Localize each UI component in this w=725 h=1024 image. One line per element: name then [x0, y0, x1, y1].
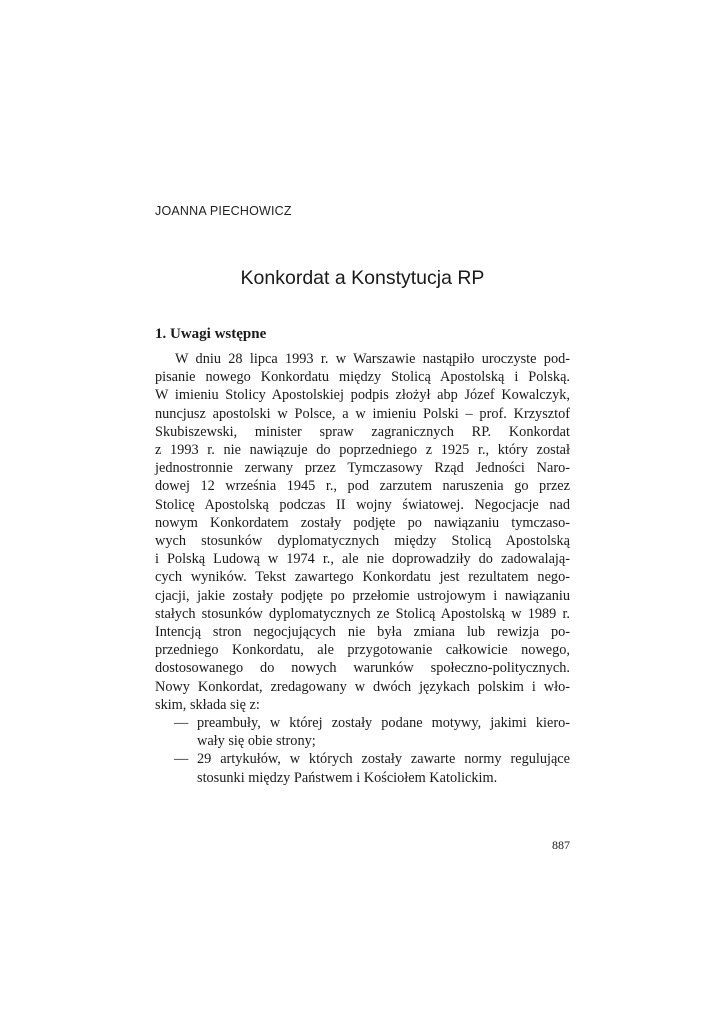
list-item-line: 29 artykułów, w których zostały zawarte normy regulujące [197, 751, 570, 768]
section-body [155, 350, 570, 787]
body-line: jednostronnie zerwany przez Tymczasowy Rząd Jedności Naro- [155, 460, 570, 477]
body-line: Nowy Konkordat, zredagowany w dwóch językach polskim i wło- [155, 678, 570, 695]
list-item-line: wały się obie strony; [197, 733, 316, 750]
body-line: skim, składa się z: [155, 696, 260, 713]
body-line: W dniu 28 lipca 1993 r. w Warszawie nastąpiło uroczyste pod- [175, 351, 570, 367]
body-line: Intencją stron negocjujących nie była zmiana lub rewizja po- [155, 624, 570, 641]
body-line: cjacji, jakie zostały podjęte po przełomie ustrojowym i nawiązaniu [155, 587, 570, 604]
author-name: JOANNA PIECHOWICZ [155, 204, 292, 218]
dash-bullet: — [174, 715, 189, 732]
list-item [155, 714, 570, 750]
body-line: cych wyników. Tekst zawartego Konkordatu jest rezultatem nego- [155, 569, 570, 586]
page-title: Konkordat a Konstytucja RP [240, 267, 485, 289]
body-line: stałych stosunków dyplomatycznych ze Stolicą Apostolską w 1989 r. [155, 605, 570, 622]
body-line: nowym Konkordatem zostały podjęte po nawiązaniu tymczaso- [155, 514, 570, 531]
section-heading: 1. Uwagi wstępne [155, 326, 267, 342]
body-line: przedniego Konkordatu, ale przygotowanie całkowicie nowego, [155, 642, 570, 659]
body-line: dowej 12 września 1945 r., pod zarzutem naruszenia go przez [155, 478, 570, 495]
body-line: W imieniu Stolicy Apostolskiej podpis złożył abp Józef Kowalczyk, [155, 387, 570, 404]
body-line: Stolicę Apostolską podczas II wojny światowej. Negocjacje nad [155, 496, 570, 513]
list-item [155, 750, 570, 786]
body-line: nuncjusz apostolski w Polsce, a w imieniu Polski – prof. Krzysztof [155, 405, 570, 422]
dash-bullet: — [174, 751, 189, 768]
body-line: dostosowanego do nowych warunków społeczno-politycznych. [155, 660, 570, 677]
body-line: pisanie nowego Konkordatu między Stolicą Apostolską i Polską. [155, 369, 570, 386]
body-line: Skubiszewski, minister spraw zagranicznych RP. Konkordat [155, 423, 570, 440]
page-number: 887 [552, 838, 570, 852]
body-line: wych stosunków dyplomatycznych między Stolicą Apostolską [155, 533, 570, 550]
list-item-line: preambuły, w której zostały podane motywy, jakimi kiero- [197, 715, 570, 732]
body-line: i Polską Ludową w 1974 r., ale nie doprowadziły do zadowalają- [155, 551, 570, 568]
body-line: z 1993 r. nie nawiązuje do poprzedniego z 1925 r., który został [155, 442, 570, 459]
list-item-line: stosunki między Państwem i Kościołem Katolickim. [197, 769, 498, 786]
